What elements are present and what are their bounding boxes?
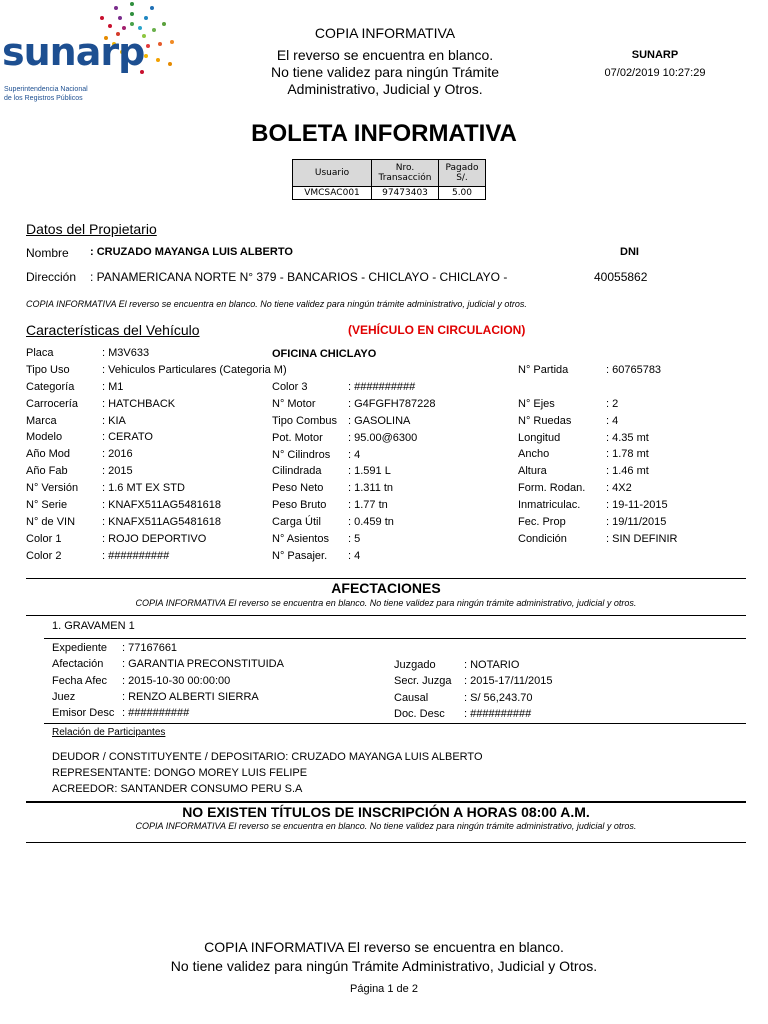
vehicle-field-value: : M1 bbox=[102, 380, 124, 393]
vehicle-column-1 bbox=[26, 347, 287, 567]
vehicle-field-label: Cilindrada bbox=[272, 465, 322, 478]
gravamen-field-label: Juzgado bbox=[394, 659, 436, 671]
vehicle-field-value: : 2015 bbox=[102, 465, 133, 478]
vehicle-field-value: : GASOLINA bbox=[348, 414, 411, 427]
vehicle-field-row bbox=[518, 432, 678, 449]
vehicle-field-value: : 1.46 mt bbox=[606, 465, 649, 478]
payment-header-transaccion bbox=[372, 160, 439, 187]
vehicle-field-row bbox=[26, 381, 287, 398]
gravamen-field-value: : GARANTIA PRECONSTITUIDA bbox=[122, 658, 284, 671]
logo-wordmark: sunarp bbox=[2, 30, 145, 74]
vehicle-field-label: Tipo Uso bbox=[26, 363, 70, 376]
vehicle-field-row bbox=[26, 431, 287, 448]
gravamen-field-value: : S/ 56,243.70 bbox=[464, 691, 533, 704]
vehicle-field-row bbox=[518, 448, 678, 465]
vehicle-status: (VEHÍCULO EN CIRCULACION) bbox=[348, 323, 526, 337]
participant-item: ACREEDOR: SANTANDER CONSUMO PERU S.A bbox=[52, 783, 303, 795]
vehicle-field-row bbox=[272, 550, 435, 567]
header-disclaimer-line2: No tiene validez para ningún Trámite bbox=[270, 64, 500, 80]
gravamen-field-label: Juez bbox=[52, 690, 76, 703]
gravamen-field-value: : 77167661 bbox=[122, 642, 178, 654]
vehicle-field-value: : 1.591 L bbox=[348, 465, 391, 478]
vehicle-field-label: Tipo Combus bbox=[272, 414, 338, 427]
vehicle-field-value: : 1.311 tn bbox=[348, 482, 394, 495]
gravamen-field-row bbox=[394, 675, 552, 691]
afectaciones-rule bbox=[26, 615, 746, 616]
gravamen-field-value: : 2015-10-30 00:00:00 bbox=[122, 674, 231, 687]
vehicle-field-row bbox=[26, 499, 287, 516]
vehicle-field-row bbox=[518, 415, 678, 432]
vehicle-field-label: Longitud bbox=[518, 431, 561, 444]
gravamen-field-row bbox=[52, 642, 284, 658]
vehicle-field-value: : G4FGFH787228 bbox=[348, 397, 436, 410]
vehicle-field-row bbox=[26, 465, 287, 482]
vehicle-field-row bbox=[518, 381, 678, 398]
vehicle-field-label: Marca bbox=[26, 414, 57, 427]
vehicle-field-value: : 4 bbox=[606, 414, 619, 427]
header-disclaimer-line3: Administrativo, Judicial y Otros. bbox=[287, 81, 483, 97]
afectaciones-top-rule bbox=[26, 578, 746, 579]
vehicle-field-label: Peso Bruto bbox=[272, 499, 327, 512]
logo-subtitle-line2: de los Registros Públicos bbox=[4, 95, 83, 102]
vehicle-field-label: N° Pasajer. bbox=[272, 549, 328, 562]
vehicle-column-3 bbox=[518, 364, 678, 550]
vehicle-field-value: : CERATO bbox=[102, 431, 153, 444]
vehicle-field-row bbox=[26, 347, 287, 364]
gravamen-field-label: Fecha Afec bbox=[52, 674, 108, 687]
gravamen-field-row bbox=[52, 675, 284, 691]
vehicle-column-2 bbox=[272, 381, 435, 567]
vehicle-field-row bbox=[518, 533, 678, 550]
owner-section-title: Datos del Propietario bbox=[26, 221, 157, 237]
vehicle-field-row bbox=[272, 415, 435, 432]
vehicle-field-label: N° Partida bbox=[518, 364, 569, 376]
vehicle-field-row bbox=[518, 499, 678, 516]
gravamen-title: 1. GRAVAMEN 1 bbox=[52, 620, 135, 632]
vehicle-field-value: : HATCHBACK bbox=[102, 397, 176, 410]
vehicle-field-row bbox=[272, 432, 435, 449]
payment-header-transaccion-label: Transacción bbox=[378, 173, 432, 183]
payment-header-currency: S/. bbox=[456, 173, 468, 183]
owner-disclaimer: COPIA INFORMATIVA El reverso se encuentra en blanco. No tiene validez para ningún trámite administrativo, judicial y otros. bbox=[26, 299, 527, 309]
vehicle-field-value: : 0.459 tn bbox=[348, 516, 394, 529]
vehicle-field-value: : ########## bbox=[102, 549, 170, 562]
gravamen-field-row bbox=[52, 691, 284, 707]
vehicle-field-value: : Vehiculos Particulares (Categoria M) bbox=[102, 363, 287, 376]
gravamen-field-label: Expediente bbox=[52, 642, 108, 654]
payment-nro: 97473403 bbox=[372, 187, 439, 200]
vehicle-field-value: : KNAFX511AG5481618 bbox=[102, 499, 222, 512]
vehicle-field-value: : 2016 bbox=[102, 448, 133, 461]
footer-disclaimer bbox=[84, 938, 684, 976]
vehicle-field-label: Año Fab bbox=[26, 465, 68, 478]
vehicle-field-label: Carga Útil bbox=[272, 516, 321, 529]
payment-table bbox=[292, 159, 486, 200]
vehicle-oficina: OFICINA CHICLAYO bbox=[272, 348, 377, 360]
payment-header-pagado-label: Pagado bbox=[445, 163, 479, 173]
gravamen-field-row bbox=[52, 707, 284, 723]
page-title: BOLETA INFORMATIVA bbox=[251, 120, 517, 147]
header-disclaimer-line1: El reverso se encuentra en blanco. bbox=[276, 47, 494, 63]
gravamen-field-value: : 2015-17/11/2015 bbox=[464, 675, 553, 688]
vehicle-field-value: : 1.77 tn bbox=[348, 499, 388, 512]
payment-usuario: VMCSAC001 bbox=[293, 187, 372, 200]
vehicle-field-value: : 2 bbox=[606, 397, 619, 410]
vehicle-field-value: : 19-11-2015 bbox=[606, 499, 668, 512]
payment-header-pagado bbox=[439, 160, 486, 187]
vehicle-field-row bbox=[518, 364, 678, 381]
participant-item: DEUDOR / CONSTITUYENTE / DEPOSITARIO: CRUZADO MAYANGA LUIS ALBERTO bbox=[52, 751, 483, 763]
vehicle-field-value: : KNAFX511AG5481618 bbox=[102, 515, 222, 528]
vehicle-field-row bbox=[272, 381, 435, 398]
afectaciones-disclaimer: COPIA INFORMATIVA El reverso se encuentra en blanco. No tiene validez para ningún trámite administrativo, judicial y otros. bbox=[135, 598, 637, 608]
vehicle-field-value: : 95.00@6300 bbox=[348, 431, 418, 444]
vehicle-field-value: : 4 bbox=[348, 448, 361, 461]
vehicle-field-row bbox=[26, 482, 287, 499]
participant-item: REPRESENTANTE: DONGO MOREY LUIS FELIPE bbox=[52, 767, 308, 779]
vehicle-field-value: : 1.6 MT EX STD bbox=[102, 482, 185, 495]
vehicle-field-label: N° Asientos bbox=[272, 533, 329, 546]
vehicle-field-label: Fec. Prop bbox=[518, 516, 566, 529]
vehicle-field-value: : 4X2 bbox=[606, 482, 632, 495]
gravamen-field-label: Causal bbox=[394, 691, 429, 704]
vehicle-field-label: Altura bbox=[518, 465, 547, 478]
gravamen-field-value: : ########## bbox=[122, 707, 190, 720]
payment-header-nro: Nro. bbox=[395, 163, 415, 173]
vehicle-field-row bbox=[272, 465, 435, 482]
owner-address-label: Dirección bbox=[26, 270, 77, 284]
vehicle-field-row bbox=[518, 516, 678, 533]
vehicle-field-row bbox=[518, 465, 678, 482]
vehicle-field-row bbox=[272, 482, 435, 499]
vehicle-field-label: N° Motor bbox=[272, 397, 316, 410]
header-datetime: 07/02/2019 10:27:29 bbox=[604, 67, 706, 79]
vehicle-field-label: Modelo bbox=[26, 431, 63, 444]
gravamen-right-fields bbox=[394, 659, 552, 724]
participants-title: Relación de Participantes bbox=[52, 727, 166, 738]
titulos-bottom-rule bbox=[26, 842, 746, 843]
vehicle-field-value: : ########## bbox=[348, 381, 416, 393]
vehicle-field-label: N° Ruedas bbox=[518, 414, 572, 427]
vehicle-field-row bbox=[272, 449, 435, 466]
gravamen-field-row bbox=[394, 692, 552, 708]
gravamen-field-label: Secr. Juzga bbox=[394, 675, 452, 688]
vehicle-field-row bbox=[26, 415, 287, 432]
gravamen-field-row bbox=[394, 708, 552, 724]
gravamen-field-label: Doc. Desc bbox=[394, 707, 445, 720]
vehicle-field-label: Ancho bbox=[518, 448, 550, 461]
payment-pagado: 5.00 bbox=[439, 187, 486, 200]
owner-name-value: : CRUZADO MAYANGA LUIS ALBERTO bbox=[90, 246, 293, 258]
owner-dni-value: 40055862 bbox=[594, 270, 648, 284]
vehicle-field-row bbox=[26, 550, 287, 567]
vehicle-field-value: : 1.78 mt bbox=[606, 448, 649, 461]
vehicle-field-label: Categoría bbox=[26, 380, 75, 393]
vehicle-field-label: Carrocería bbox=[26, 397, 78, 410]
vehicle-field-label: N° Versión bbox=[26, 482, 79, 495]
vehicle-field-label: Color 3 bbox=[272, 381, 308, 393]
titulos-title: NO EXISTEN TÍTULOS DE INSCRIPCIÓN A HORAS 08:00 A.M. bbox=[182, 804, 590, 820]
gravamen-field-value: : NOTARIO bbox=[464, 659, 520, 671]
owner-dni-label: DNI bbox=[620, 246, 639, 258]
gravamen-field-row bbox=[394, 659, 552, 675]
titulos-disclaimer: COPIA INFORMATIVA El reverso se encuentra en blanco. No tiene validez para ningún trámite administrativo, judicial y otros. bbox=[135, 821, 637, 831]
vehicle-field-row bbox=[26, 364, 287, 381]
sunarp-logo bbox=[0, 0, 180, 100]
vehicle-field-label: Color 1 bbox=[26, 532, 62, 545]
payment-header-usuario: Usuario bbox=[293, 160, 372, 187]
vehicle-field-label: Pot. Motor bbox=[272, 431, 323, 444]
vehicle-field-label: Inmatriculac. bbox=[518, 499, 581, 512]
vehicle-field-value: : SIN DEFINIR bbox=[606, 532, 678, 545]
vehicle-field-row bbox=[518, 482, 678, 499]
gravamen-field-value: : ########## bbox=[464, 707, 532, 720]
vehicle-field-row bbox=[272, 499, 435, 516]
owner-address-value: : PANAMERICANA NORTE N° 379 - BANCARIOS - CHICLAYO - CHICLAYO - bbox=[90, 270, 508, 284]
titulos-rule bbox=[26, 801, 746, 803]
gravamen-field-label: Emisor Desc bbox=[52, 707, 115, 720]
vehicle-field-label: N° Serie bbox=[26, 499, 68, 512]
vehicle-field-row bbox=[518, 398, 678, 415]
vehicle-field-value: : 4 bbox=[348, 549, 361, 562]
afectaciones-title: AFECTACIONES bbox=[331, 580, 441, 596]
gravamen-left-fields bbox=[52, 642, 284, 723]
gravamen-rule bbox=[44, 638, 746, 639]
vehicle-field-value: : KIA bbox=[102, 414, 126, 427]
vehicle-field-label: Año Mod bbox=[26, 448, 71, 461]
vehicle-field-row bbox=[272, 516, 435, 533]
vehicle-field-value: : M3V633 bbox=[102, 347, 150, 359]
participants-list bbox=[52, 749, 483, 797]
vehicle-field-label: N° de VIN bbox=[26, 515, 76, 528]
gravamen-field-value: : RENZO ALBERTI SIERRA bbox=[122, 690, 259, 703]
vehicle-field-label: Form. Rodan. bbox=[518, 482, 586, 495]
footer-line1: COPIA INFORMATIVA El reverso se encuentra en blanco. bbox=[204, 939, 564, 955]
vehicle-field-label: N° Ejes bbox=[518, 397, 555, 410]
vehicle-field-value: : ROJO DEPORTIVO bbox=[102, 532, 207, 545]
footer-line2: No tiene validez para ningún Trámite Administrativo, Judicial y Otros. bbox=[170, 958, 598, 974]
logo-subtitle-line1: Superintendencia Nacional bbox=[4, 86, 88, 93]
vehicle-field-label: Color 2 bbox=[26, 549, 62, 562]
header-disclaimer bbox=[200, 47, 570, 98]
vehicle-field-label bbox=[518, 381, 606, 398]
vehicle-field-row bbox=[26, 448, 287, 465]
vehicle-field-row bbox=[272, 533, 435, 550]
vehicle-field-row bbox=[26, 533, 287, 550]
gravamen-field-label: Afectación bbox=[52, 658, 104, 671]
header-copia-informativa: COPIA INFORMATIVA bbox=[314, 25, 456, 41]
gravamen-field-row bbox=[52, 658, 284, 674]
vehicle-field-label: Peso Neto bbox=[272, 482, 324, 495]
vehicle-field-value: : 4.35 mt bbox=[606, 431, 649, 444]
participants-rule bbox=[44, 723, 746, 724]
header-org: SUNARP bbox=[631, 49, 679, 61]
vehicle-field-value: : 60765783 bbox=[606, 364, 662, 376]
vehicle-field-value: : 5 bbox=[348, 533, 361, 546]
vehicle-field-row bbox=[26, 398, 287, 415]
vehicle-field-row bbox=[272, 398, 435, 415]
footer-page-number: Página 1 de 2 bbox=[350, 983, 418, 995]
vehicle-field-row bbox=[26, 516, 287, 533]
vehicle-field-label: Placa bbox=[26, 347, 54, 359]
owner-name-label: Nombre bbox=[26, 246, 69, 260]
vehicle-field-value: : 19/11/2015 bbox=[606, 516, 667, 529]
vehicle-field-label: N° Cilindros bbox=[272, 448, 331, 461]
vehicle-section-title: Características del Vehículo bbox=[26, 322, 200, 338]
vehicle-field-label: Condición bbox=[518, 532, 567, 545]
